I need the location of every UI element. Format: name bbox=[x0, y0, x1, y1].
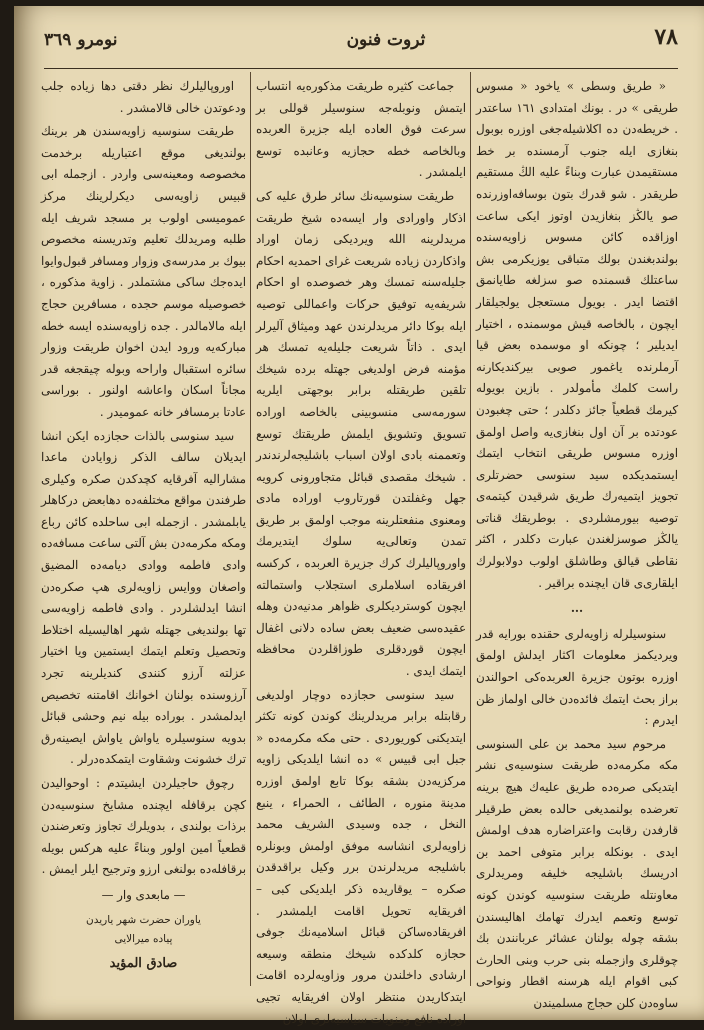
column-right bbox=[476, 76, 678, 1010]
paragraph: سيد سنوسى بالذات حجازده ايكن انشا ايديلان سالف الذكر زوايادن ماعدا مشاراليه آفرقايه كچدكدن صكره وكيلرى طرفندن مواقع مختلفه‌ده دهابعض دركاهلر يابلمشدر . ازجمله ابى ساحلده كائن رباع ومكه مكرمه‌دن بش آلتى ساعت مسافه‌ده وادى فاطمه ووادى ديامه‌ده المضيق واصغان ووايس زاويه‌لرى هپ صكره‌دن انشا ايدلشلردر . وادى فاطمه زاويه‌سى تها بولنديغى جهتله شهر اهاليسيله اختلاط وتحصيل وتعلم ايتمك ايستمين ويا اختيار عزلته آرزو كنندى كنديلرينه تجرد آرزوسنده بولنان اخوانك اقامتنه تخصيص ايدلمشدر . بوراده بيله نيم وحشى قبائل بدويه سنوسيلره ياواش ياواش ايصينه‌رق ترك خشونت وشقاوت ايتمكده‌درلر . bbox=[41, 428, 246, 767]
journal-title: ثروت فنون bbox=[346, 30, 426, 50]
author-rank-line: پياده ميرالايى bbox=[114, 932, 173, 945]
paragraph: اوروپاليلرك نظر دقتى دها زياده جلب ودعوتدن خالى قالامشدر . bbox=[41, 79, 246, 115]
column-divider bbox=[250, 72, 251, 986]
paragraph: طريقت سنوسيه‌نك سائر طرق عليه كى اذكار واورادى وار ايسه‌ده شيخ طريقت مريدلرينه الله ويرديكى زمان اوراد واذكاردن زياده شريعت غراى احمديه احكام جليله‌سنه تمسك وهر خصوصده او احكام شريفه‌يه توفيق حركات واعماللى توصيه ايله بوكا دائر مريدلرندن عهد وميثاق آليرلر ايدى . ذاتاً شريعت جليله‌يه تمسك هر مؤمنه فرض اولديغى جهتله برده شيخك تلقين طريقتله برابر بوجهتى ايلريه سورمه‌سى منسوبينى بالخاصه اوراده تسويق وتشويق ايلمش طريقتك توسع وتعممنه بادى اولان اسباب باشليجه‌لرندندر . شيخك مقصدى قبائل متجاورونى كرويه جهل وغفلتدن قورتاروب اوراده مادى ومعنوى منفعتلرينه موجب اولمق بر طريق تمدن وتعالى‌يه سلوك ايتديرمك واوروپاليلرك كرك جزيرة العربده ، كركسه افريقاده اسلاملرى استجلاب واستمالته ايچون كوسترديكلرى ظواهر مدنيه‌دن وهله عقيده‌سى ضعيف بعض ساده دلانى اغفال ايچون قوردقلرى طوزاقلردن محافظه ايتمك ايدى . bbox=[256, 188, 466, 679]
paragraph: سيد سنوسى حجازده دوچار اولديغى رقابتله برابر مريدلرينك كوندن كونه تكثر ايتديكنى كوريوردى . حتى مكه مكرمه‌ده « جبل ابى قبيس » ده انشا ايلديكى زاويه مركزيه‌دن بشقه بوكا تابع اولمق اوزره مدينة منوره ، الطائف ، الحمراء ، ينبع النخل ، جده وسيدى الشريف محمد زاويه‌لرى انشاسه موفق اولمش وبونلره باشليجه مريدلرندن برر وكيل براقدقدن صكره – يوقاريده ذكر ايلديكى كبى – افريقايه تحويل اقامت ايلمشدر . افريقاده‌ساكن قبائل اسلاميه‌نك جوفى حجازه كلدكده شيخك منطقه وسيعه ارشادى داخلندن مرور وزاويه‌لرده اقامت ايتدكاريدن منتظر اولان افريقايه تجيى اوراده نافع ومنويات سياسيه‌لرى اولان bbox=[256, 687, 466, 1026]
issue-number: نومرو ٣٦٩ bbox=[44, 30, 118, 50]
paragraph: طريقت سنوسيه زاويه‌سندن هر برينك بولنديغى موقع اعتباريله برخدمت مخصوصه ومعينه‌سى واردر . ازجمله ابى قبيس زاويه‌سى ديكرلرينك مركز عموميسى اولوب بر مسجد شريف ايله طلبه ومريدلك تعليم وتدريسنه مخصوص بيوك بر مدرسه‌ى وزوار ومسافر قبول‌وايوا ايده‌جك ساكى مشتملدر . زاوية مذكوره ، خصوصيله موسم حجده ، مسافرين حجاج ايله مالامالدر . جده زاويه‌سنده ايسه خطه مباركه‌يه ورود ايدن اخوان طريقت وزوار سائره استقبال واراحه وبوله چيقجغه قدر مجاناً اسكان واعاشه اولنور . بوراسى عادتا برمسافر خانه عموميدر . bbox=[41, 124, 246, 419]
column-middle bbox=[256, 76, 466, 1026]
paragraph: مرحوم سيد محمد بن على السنوسى مكه مكرمه‌ده طريقت سنوسيه‌ى نشر ايتديكى صره‌ده طريق عليه‌ك هيچ برينه تعرضده بولنمديغى حالده بعض طرقيلر قارفدن رقابت واعتراضاره هدف اولمش ايدى . بونكله برابر متوفى احمد بن ادريسك باشليجه خليفه ومريدلرى معاونتله طريقت سنوسيه كوندن كونه توسع وتعمم ايدرك تهامك اهاليسندن بشقه چوله بولنان عشائر عربانندن بك چوقلرى وازجمله بنى حرب وبنى الحارث كبى اقوام ايله هرسنه اقطار ونواحى ساوه‌دن كلن حجاج مسلميندن bbox=[476, 736, 678, 1010]
section-separator: ... bbox=[570, 601, 584, 616]
paragraph: « طريق وسطى » ياخود « مسوس طريقى » در . بونك امتدادى ١٦١ ساعتدر . خريطه‌دن ده اكلاشيله‌جغى اوزره بوبول بنغازى ايله جنوب آرمسنده بر خط مستقيمدن عبارت وبناءً عليه الڭ مستقيم طريقدر . شو قدرك بتون بوسافه‌اوزرنده صو يالڭز بنغازيدن اوتوز ايكى ساعت اوزاقده كائن مسوس زاويه‌سنده بولندبغندن بولك متباقى يوزيكرمى بش ساعتلك قسمنده صو سزلغه طايانمق اقتضا ايدر . بويول مستعجل يولجيلقار ايچون ، بالخاصه قيش موسمنده ، اختيار ايديلير ؛ چونكه او موسمده بعض قيا آرملرنده ياغمور صوبى بيركنديكارنه راست كلمك مأمولدر . بازين بويوله كيرمك قطعياً جائز دكلدر ؛ حتى چغبودن عودتده بر آن اول بنغازى‌يه واصل اولمق اوزره مسوس طريقى انتخاب ايتمك ايستمديكده سيد سنوسى حضرتلرى تجويز ايتميه‌رك طريق شرقيدن كيتمه‌ى توصيه بيورمشلردى . بوطريقك قناتى يالڭز صوسزلغندن عبارت دكلدر ، اكثر نقاطى قيالق وطاشلق اولوب دولابولرك ايلقارى‌ى قان ايچنده براقير . bbox=[476, 79, 678, 590]
author-signature: صادق المؤيد bbox=[109, 955, 178, 971]
continued-marker: — مابعدى وار — bbox=[101, 887, 186, 902]
author-title-line: ياوران حضرت شهر ياريدن bbox=[86, 913, 201, 926]
column-left bbox=[41, 76, 246, 988]
paragraph: جماعت كثيره طريقت مذكوره‌يه انتساب ايتمش ونوبله‌جه سنوسيلر قوللى بر سرعت فوق العاده ايله جزيرة العربده وبالخاصه خطه حجازيه وعانبده توسع ايلمشدر . bbox=[256, 79, 466, 180]
header-rule bbox=[44, 68, 678, 69]
column-divider bbox=[470, 72, 471, 986]
paragraph: سنوسيلرله زاويه‌لرى حقنده بورايه قدر ويرديكمز معلومات اكثار ايدلش اولمق اوزره بوتون جزيرة العربده‌كى احوالندن براز بحث ايتمك فائده‌دن خالى اولماز ظن ايدرم : bbox=[476, 626, 678, 728]
newspaper-page bbox=[14, 6, 704, 1026]
page-number: ٧٨ bbox=[654, 24, 678, 50]
page-header bbox=[44, 24, 678, 50]
paragraph: رچوق حاجيلردن ايشيتدم : اوحواليدن كچن برقافله ايچنده مشايخ سنوسيه‌دن برذات بولندى ، بدويلرك تجاوز وتعرضندن قطعياً امين اولور وبناءً عليه هركس بويله برقافله‌ده بولنغى ارزو وترجيح ايلر ايمش . bbox=[41, 776, 246, 877]
